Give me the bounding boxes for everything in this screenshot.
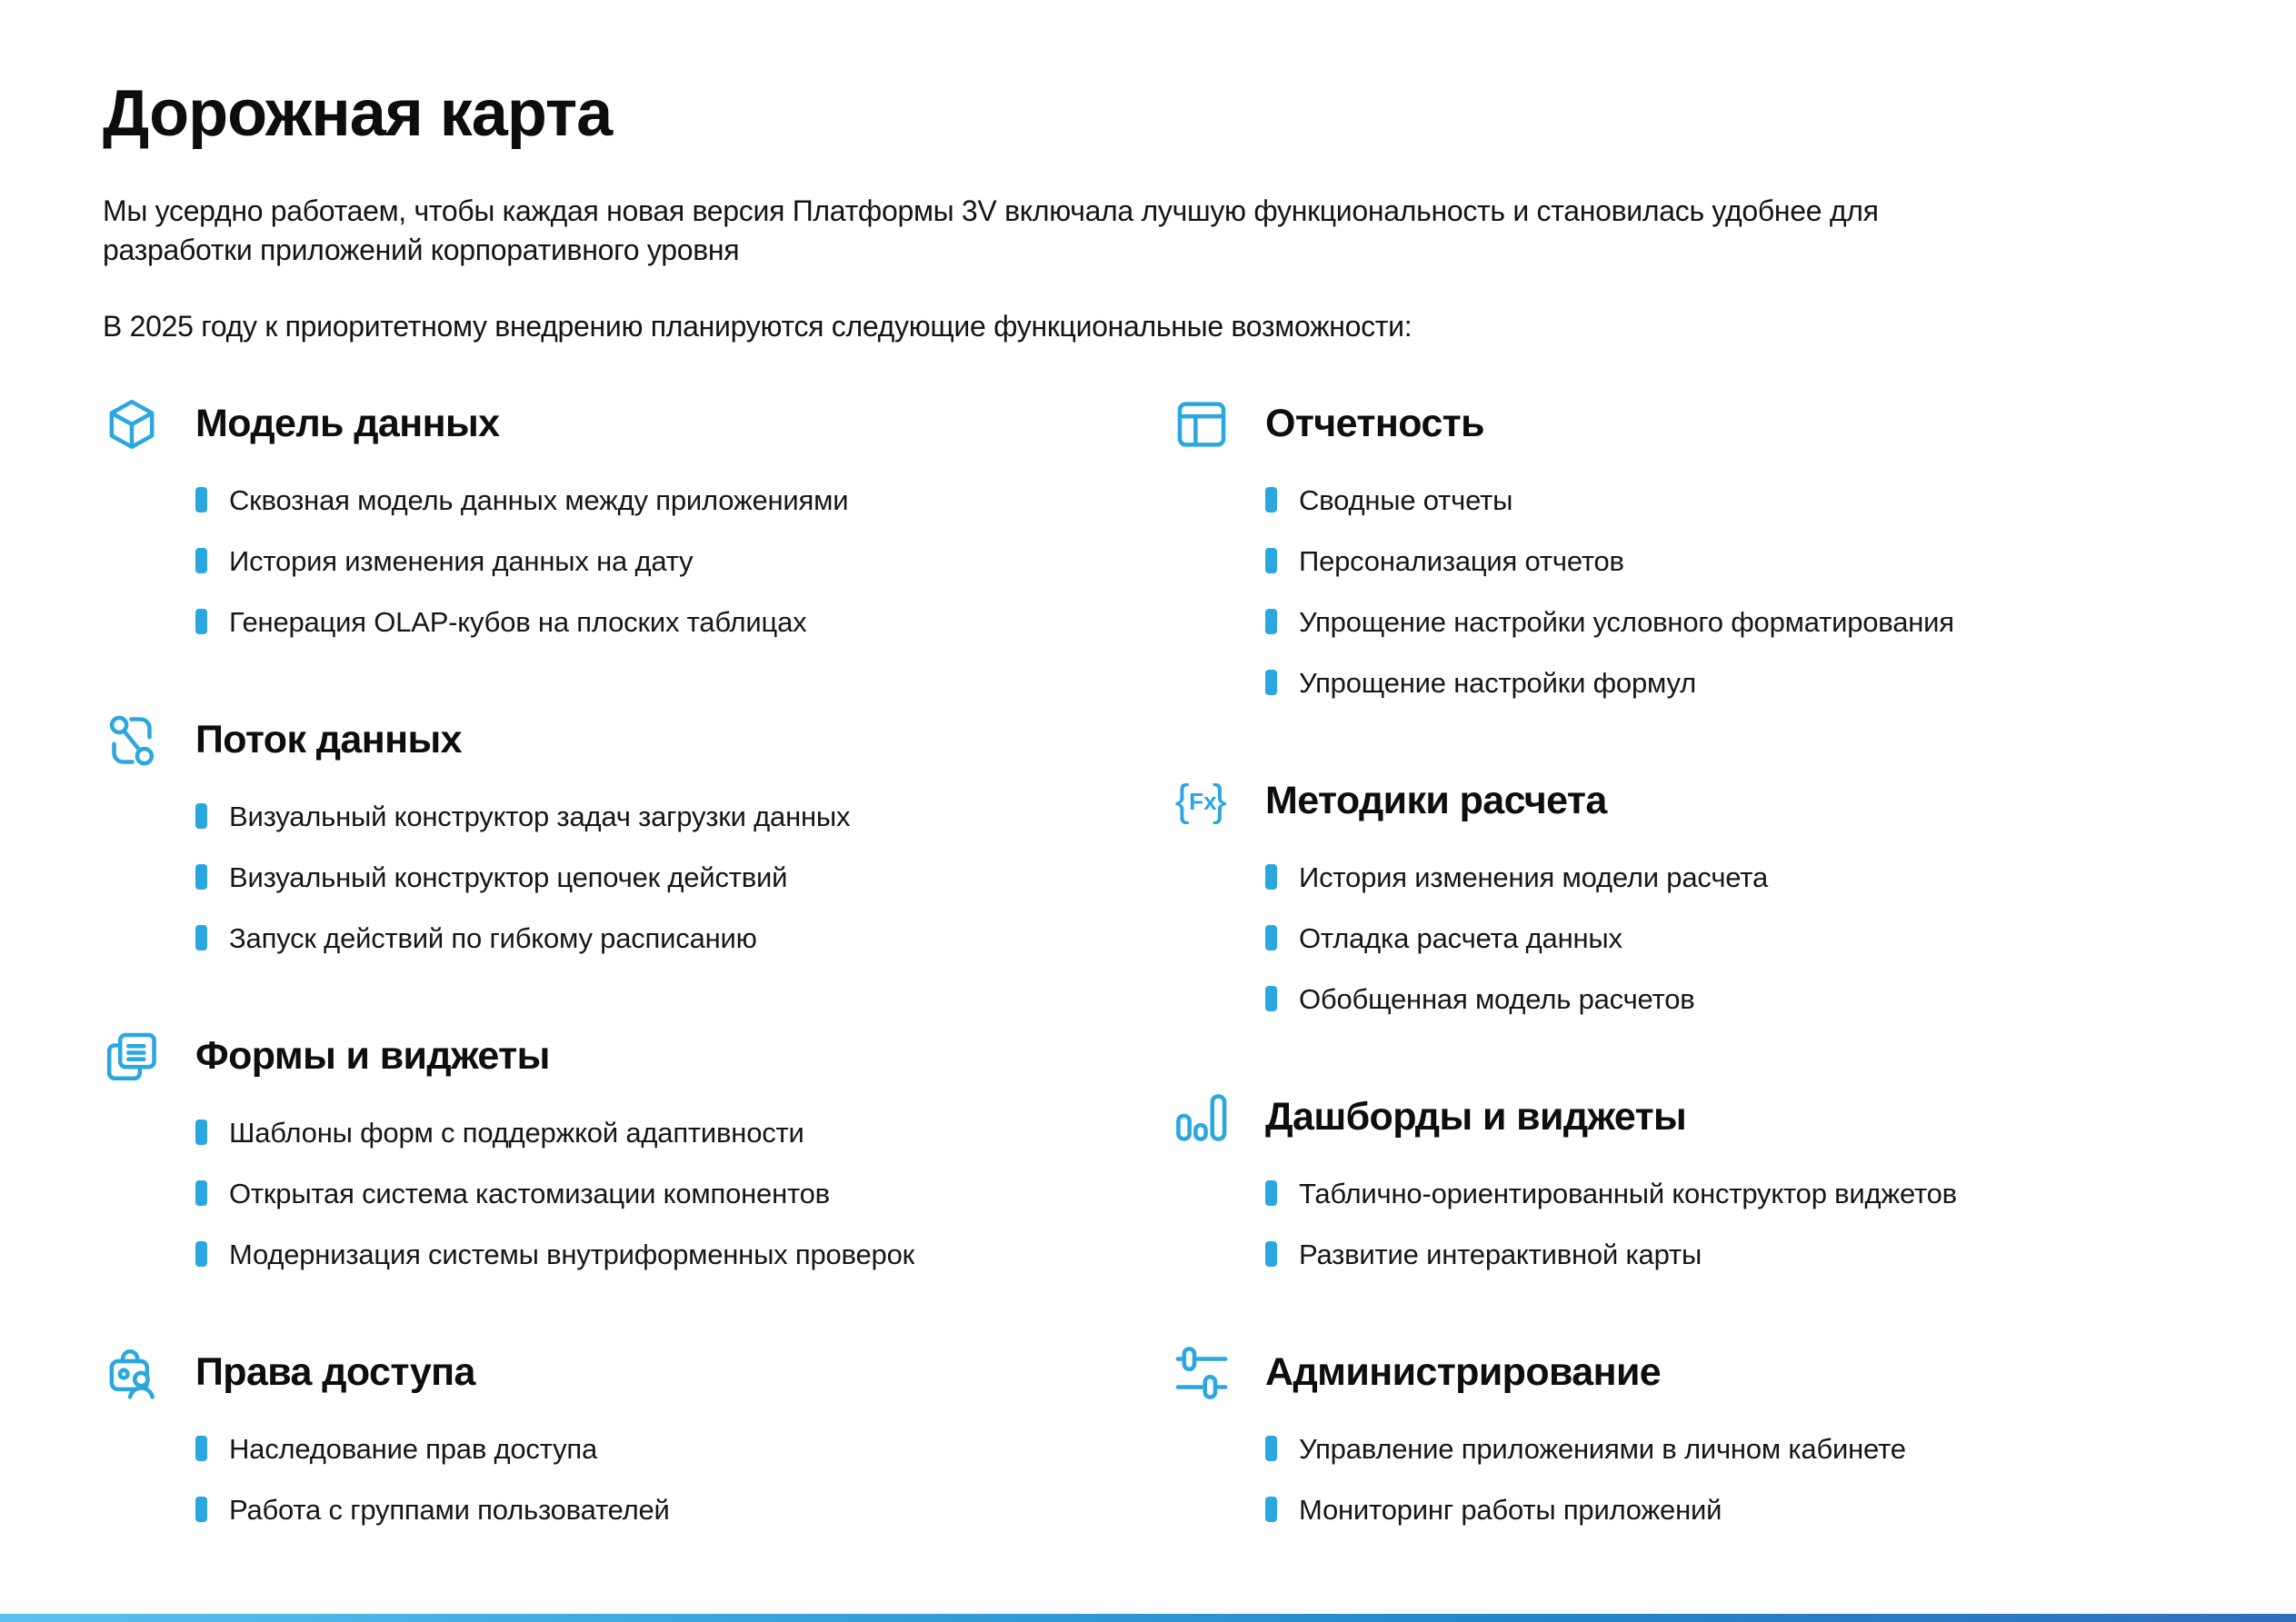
svg-text:{: {: [1174, 776, 1190, 825]
roadmap-item: [195, 1238, 1173, 1271]
roadmap-item: [1265, 1493, 2241, 1527]
section-data-model: [103, 395, 1173, 639]
intro-paragraph: Мы усердно работаем, чтобы каждая новая версия Платформы 3V включала лучшую функциональность и становилась удобнее для разработки приложений корпоративного уровня: [103, 194, 1879, 266]
column-right: [1173, 395, 2241, 1599]
item-text: Управление приложениями в личном кабинете: [1299, 1432, 1906, 1465]
flow-route-icon: [103, 711, 161, 770]
bullet-marker: [195, 864, 207, 890]
item-text: Персонализация отчетов: [1299, 544, 1624, 577]
section-header: [1173, 772, 2241, 831]
item-text: Генерация OLAP-кубов на плоских таблицах: [229, 605, 807, 638]
roadmap-item: [195, 1432, 1173, 1466]
fx-braces-icon: [1173, 772, 1231, 831]
roadmap-item: [195, 605, 1173, 639]
item-text: История изменения данных на дату: [229, 544, 694, 577]
section-reporting: [1173, 395, 2241, 700]
bullet-marker: [195, 1241, 207, 1267]
bullet-marker: [1265, 925, 1277, 950]
section-title: Дашборды и виджеты: [1265, 1095, 1687, 1139]
bullet-marker: [1265, 1436, 1277, 1461]
bullet-marker: [1265, 986, 1277, 1011]
roadmap-item: [1265, 1238, 2241, 1271]
roadmap-item: [195, 1177, 1173, 1210]
item-text: Открытая система кастомизации компонентов: [229, 1177, 830, 1209]
section-administration: [1173, 1344, 2241, 1527]
section-forms-widgets: [103, 1028, 1173, 1271]
item-text: Обобщенная модель расчетов: [1299, 982, 1695, 1015]
bullet-marker: [195, 609, 207, 634]
item-text: Шаблоны форм с поддержкой адаптивности: [229, 1116, 804, 1149]
roadmap-item: [195, 861, 1173, 894]
section-items: [103, 800, 1173, 955]
item-text: Наследование прав доступа: [229, 1432, 598, 1465]
cube-icon: [103, 395, 161, 453]
bullet-marker: [195, 1436, 207, 1461]
bullet-marker: [1265, 1180, 1277, 1206]
roadmap-item: [195, 800, 1173, 833]
roadmap-item: [1265, 1177, 2241, 1210]
item-text: Сквозная модель данных между приложениями: [229, 483, 849, 516]
section-header: [1173, 1089, 2241, 1147]
item-text: Визуальный конструктор задач загрузки данных: [229, 800, 851, 832]
bullet-marker: [1265, 864, 1277, 890]
table-icon: [1173, 395, 1231, 453]
section-items: [1173, 1177, 2241, 1271]
section-header: [1173, 395, 2241, 453]
item-text: Развитие интерактивной карты: [1299, 1238, 1702, 1270]
bullet-marker: [195, 487, 207, 512]
roadmap-item: [1265, 1432, 2241, 1466]
roadmap-item: [1265, 544, 2241, 578]
item-text: Модернизация системы внутриформенных проверок: [229, 1238, 914, 1270]
section-calculation-methods: [1173, 772, 2241, 1016]
roadmap-item: [1265, 666, 2241, 700]
section-items: [103, 483, 1173, 639]
bullet-marker: [1265, 487, 1277, 512]
section-title: Отчетность: [1265, 402, 1484, 446]
page-title: Дорожная карта: [103, 77, 613, 150]
section-items: [1173, 483, 2241, 700]
roadmap-item: [195, 483, 1173, 517]
bar-chart-icon: [1173, 1089, 1231, 1147]
section-title: Администрирование: [1265, 1350, 1662, 1395]
section-title: Поток данных: [195, 718, 462, 762]
item-text: Сводные отчеты: [1299, 483, 1513, 516]
item-text: Запуск действий по гибкому расписанию: [229, 921, 757, 954]
form-pages-icon: [103, 1028, 161, 1086]
bullet-marker: [1265, 670, 1277, 695]
bottom-accent-bar: [0, 1614, 2296, 1622]
bullet-marker: [195, 548, 207, 573]
section-header: [103, 1028, 1173, 1086]
section-header: [1173, 1344, 2241, 1402]
section-items: [1173, 861, 2241, 1016]
sliders-icon: [1173, 1344, 1231, 1402]
section-header: [103, 395, 1173, 453]
bullet-marker: [195, 1180, 207, 1206]
bullet-marker: [195, 1119, 207, 1145]
item-text: Таблично-ориентированный конструктор виджетов: [1299, 1177, 1957, 1209]
roadmap-item: [1265, 483, 2241, 517]
roadmap-item: [195, 921, 1173, 955]
roadmap-item: [1265, 605, 2241, 639]
column-left: [103, 395, 1173, 1599]
bullet-marker: [1265, 609, 1277, 634]
priorities-paragraph: В 2025 году к приоритетному внедрению планируются следующие функциональные возможности:: [103, 310, 1413, 343]
bullet-marker: [195, 925, 207, 950]
section-header: [103, 1344, 1173, 1402]
section-title: Методики расчета: [1265, 779, 1607, 823]
section-items: [103, 1116, 1173, 1271]
section-title: Формы и виджеты: [195, 1034, 550, 1079]
section-title: Модель данных: [195, 402, 500, 446]
roadmap-item: [1265, 921, 2241, 955]
roadmap-item: [195, 1116, 1173, 1149]
item-text: Работа с группами пользователей: [229, 1493, 670, 1526]
section-dashboards-widgets: [1173, 1089, 2241, 1271]
section-items: [1173, 1432, 2241, 1527]
svg-text:}: }: [1212, 776, 1227, 825]
section-title: Права доступа: [195, 1350, 475, 1395]
bullet-marker: [195, 1497, 207, 1522]
bullet-marker: [1265, 1497, 1277, 1522]
bullet-marker: [1265, 548, 1277, 573]
bullet-marker: [1265, 1241, 1277, 1267]
section-access-rights: [103, 1344, 1173, 1527]
lock-user-icon: [103, 1344, 161, 1402]
item-text: Визуальный конструктор цепочек действий: [229, 861, 788, 893]
sections-grid: [103, 395, 2241, 1599]
item-text: Упрощение настройки формул: [1299, 666, 1696, 699]
section-data-flow: [103, 711, 1173, 955]
roadmap-item: [195, 544, 1173, 578]
item-text: Мониторинг работы приложений: [1299, 1493, 1722, 1526]
svg-text:Fx: Fx: [1189, 787, 1217, 815]
item-text: Упрощение настройки условного форматирования: [1299, 605, 1954, 638]
item-text: Отладка расчета данных: [1299, 921, 1622, 954]
bullet-marker: [195, 803, 207, 829]
roadmap-item: [1265, 861, 2241, 894]
item-text: История изменения модели расчета: [1299, 861, 1768, 893]
roadmap-item: [1265, 982, 2241, 1016]
section-header: [103, 711, 1173, 770]
section-items: [103, 1432, 1173, 1527]
roadmap-item: [195, 1493, 1173, 1527]
